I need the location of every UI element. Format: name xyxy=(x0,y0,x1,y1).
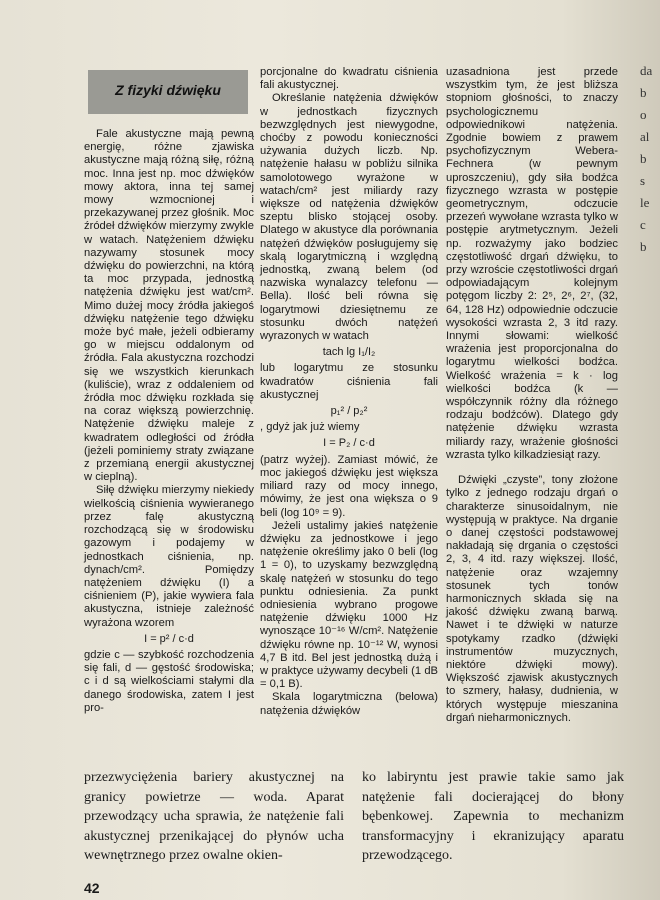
formula-pressure-ratio: p₁² / p₂² xyxy=(330,405,368,418)
formula-bel-ratio: tach lg I₁/I₂ xyxy=(322,346,376,359)
bottom-text-left xyxy=(84,768,344,866)
edge-letter: b xyxy=(640,239,647,254)
paragraph: Dźwięki „czyste”, tony złożone tylko z jednego rodzaju drgań o charakterze sinusoidalnym, nie występują w praktyce. Na drganie o danej częstości podstawowej nakładają się drgania o częstości 2, 3, 4 itd. razy większej. Ilość, natężenie oraz wzajemny stosunek tych tonów harmonicznych składa się na jakość dźwięku zwaną barwą. Nawet i te dźwięki w naturze spotykamy rzadko (dźwięki instrumentów muzycznych, niektóre dźwięki mowy). Większość zjawisk akustycznych to szmery, hałasy, dudnienia, w których występuje mieszanina drgań nieharmonicznych. xyxy=(446,474,618,724)
text-column-3 xyxy=(446,66,618,725)
edge-letter: al xyxy=(640,129,650,144)
paragraph: ko labiryntu jest prawie takie samo jak natężenie fali docierającej do błony bębenkowej. Zapewnia to mechanizm transformacyjny i ekranizujący aparatu przewodzącego. xyxy=(362,770,624,864)
edge-letter: o xyxy=(640,107,647,122)
article-title-box xyxy=(88,70,248,114)
article-title: Z fizyki dźwięku xyxy=(115,82,221,98)
edge-letter: le xyxy=(640,195,650,210)
paragraph: Jeżeli ustalimy jakieś natężenie dźwięku za jednostkowe i jego natężenie określimy jako 0 beli (log 1 = 0), to uzyskamy bezwzględną skalę natężeń w stosunku do tego punktu odniesienia. Za punkt odniesienia wybrano progowe natężenie dźwięku 1000 Hz wynoszące 10⁻¹⁶ W/cm². Natężenie dźwięku równe np. 10⁻¹² W, wynosi 4,7 B itd. Bel jest jednostką dużą i w praktyce używamy decybeli (1 dB = 0,1 B). xyxy=(260,519,438,691)
edge-letter: da xyxy=(640,63,653,78)
paragraph: Określanie natężenia dźwięków w jednostkach fizycznych bezwzględnych jest niewygodne, choćby z powodu konieczności używania dużych liczb. Np. natężenie hałasu w pobliżu silnika samolotowego wyrażone w watach/cm² jest miliardy razy większe od natężenia dźwięków szeptu blisko stojącej osoby. Dlatego w akustyce dla porównania natężeń dźwięków posługujemy się skalą logarytmiczną i względną jednostką, zwaną belem (od nazwiska wynalazcy telefonu — Bella). Ilość beli równa się logarytmowi dziesiętnemu ze stosunku dwóch natężeń wyrazonych w watach xyxy=(260,92,438,343)
paragraph: Fale akustyczne mają pewną energię, różne zjawiska akustyczne mają różną siłę, różną moc. Inna jest np. moc dźwięków mowy aktora, inna tej samej mowy wzmocnionej i przekazywanej przez głośnik. Moc źródeł dźwięków mierzymy zwykle w watach. Natężeniem dźwięku nazywamy stosunek mocy dźwięku do powierzchni, na którą ta moc przypada, jednostką natężenia dźwięku jest wat/cm². Mimo dużej mocy źródła jakiegoś dźwięku natężenie tego dźwięku może być małe, jeżeli odbieramy go w miejscu oddalonym od źródła. Fala akustyczna rozchodzi się we wszystkich kierunkach (kuliście), wraz z oddaleniem od źródła moc dźwięku rozkłada się na coraz większą powierzchnię. Natężenie dźwięku maleje z kwadratem odległości od źródła (jeżeli pominiemy straty związane z przemianą energii akustycznej w cieplną). xyxy=(84,128,254,484)
text-column-2 xyxy=(260,66,438,718)
paragraph: gdzie c — szybkość rozchodzenia się fali, d — gęstość środowiska; c i d są wielkościami stałymi dla danego środowiska, zatem I jest pro- xyxy=(84,648,254,714)
paragraph: lub logarytmu ze stosunku kwadratów ciśnienia fali akustycznej xyxy=(260,362,438,401)
paragraph: uzasadniona jest przede wszystkim tym, że jest bliższa stopniom głośności, to znaczy psychologicznemu odpowiednikowi natężenia. Zgodnie bowiem z prawem psychofizycznym Webera-Fechnera (w pewnym uproszczeniu), gdy siła bodźca fizycznego wzrasta w postępie geometrycznym, odczucie przezeń wywołane wzrasta tylko w postępie arytmetycznym. Jeżeli np. rozważymy jako bodziec częstotliwość drgań dźwięku, to przy wzroście częstotliwości drgań odpowiadającym kolejnym potęgom liczby 2: 2⁵, 2⁶, 2⁷, (32, 64, 128 Hz) odpowiednie odczucie wysokości wzrasta 2, 3 itd razy. Innymi słowami: wielkość wrażenia jest proporcjonalna do logarytmu wielkości bodźca. Wielkość wrażenia = k · log wielkości bodźca (k — współczynnik różny dla różnego rodzaju bodźców). Dlatego gdy natężenie dźwięku wzrasta miliardy razy, wrażenie głośności wzrasta tylko kilkadziesiąt razy. xyxy=(446,66,618,461)
page-number: 42 xyxy=(84,880,100,896)
edge-letter: s xyxy=(640,173,646,188)
text-column-1 xyxy=(84,128,254,715)
edge-letter: b xyxy=(640,85,647,100)
paragraph: Siłę dźwięku mierzymy niekiedy wielkością ciśnienia wywieranego przez falę akustyczną rozchodzącą się w środowisku gazowym i podajemy w jednostkach ciśnienia, np. dynach/cm². Pomiędzy natężeniem dźwięku (I) a ciśnieniem (P), jakie wywiera fala akustyczna, istnieje zależność wyrażona wzorem xyxy=(84,484,254,629)
facing-page-edge xyxy=(640,60,660,300)
edge-letter: b xyxy=(640,151,647,166)
formula-intensity: I = p² / c·d xyxy=(144,632,194,645)
paragraph: przezwyciężenia bariery akustycznej na granicy powietrze — woda. Aparat przewodzący ucha sprawia, że natężenie fali akustycznej przenikającej do płynów ucha wewnętrznego przez owalne okien- xyxy=(84,770,344,864)
edge-letter: c xyxy=(640,217,646,232)
paragraph: , gdyż jak już wiemy xyxy=(260,421,360,434)
paragraph: (patrz wyżej). Zamiast mówić, że moc jakiegoś dźwięku jest większa miliard razy od mocy innego, mówimy, że jest ona większa o 9 beli (log 10⁹ = 9). xyxy=(260,453,438,519)
bottom-text-right xyxy=(362,768,624,866)
paragraph: Skala logarytmiczna (belowa) natężenia dźwięków xyxy=(260,691,438,717)
paragraph: porcjonalne do kwadratu ciśnienia fali akustycznej. xyxy=(260,66,438,92)
formula-intensity-repeat: I = P₂ / c·d xyxy=(323,437,375,450)
